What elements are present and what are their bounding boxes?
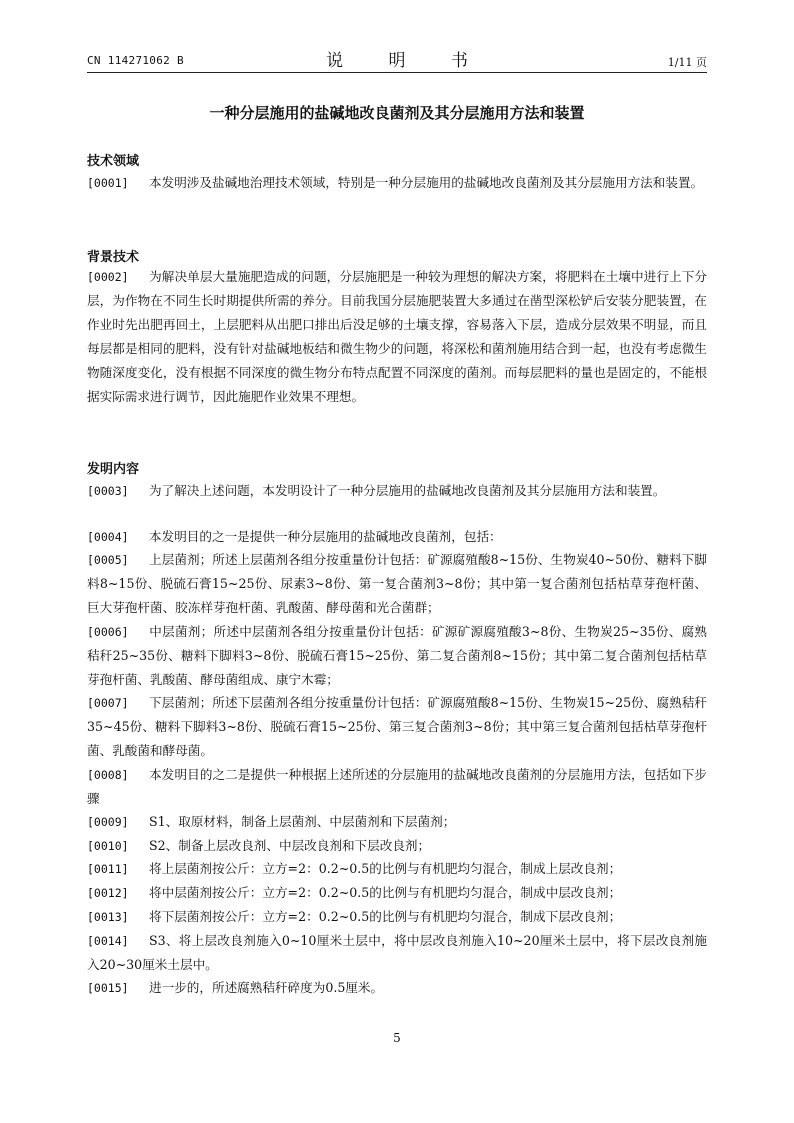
page-number: 5 — [393, 1031, 401, 1045]
paragraph-text: S2、制备上层改良剂、中层改良剂和下层改良剂； — [149, 838, 431, 853]
document-title: 一种分层施用的盐碱地改良菌剂及其分层施用方法和装置 — [209, 104, 585, 122]
paragraph-number: [0008] — [87, 768, 129, 782]
page-info: 1/11 页 — [667, 56, 707, 69]
paragraph — [87, 881, 707, 905]
paragraph-text: 本发明目的之二是提供一种根据上述所述的分层施用的盐碱地改良菌剂的分层施用方法，包括如下步骤 — [87, 767, 707, 806]
section-heading-summary: 发明内容 — [87, 462, 140, 477]
header-divider — [87, 72, 707, 73]
paragraph — [87, 548, 707, 620]
paragraph — [87, 976, 707, 1000]
paragraph-text: 进一步的，所述腐熟秸秆碎度为0.5厘米。 — [149, 980, 384, 995]
paragraph — [87, 479, 707, 503]
paragraph-number: [0014] — [87, 934, 129, 948]
paragraph-text: 本发明涉及盐碱地治理技术领域，特别是一种分层施用的盐碱地改良菌剂及其分层施用方法和装置。 — [149, 175, 704, 190]
paragraph-text: 为了解决上述问题，本发明设计了一种分层施用的盐碱地改良菌剂及其分层施用方法和装置。 — [149, 483, 666, 498]
patent-number: CN 114271062 B — [87, 54, 184, 67]
paragraph — [87, 691, 707, 763]
paragraph-text: 下层菌剂；所述下层菌剂各组分按重量份计包括：矿源腐殖酸8~15份、生物炭15~25份、腐熟秸秆35~45份、糖料下脚料3~8份、脱硫石膏15~25份、第三复合菌剂3~8份；其中第三复合菌剂包括枯草芽孢杆菌、乳酸菌和酵母菌。 — [87, 695, 707, 758]
paragraph — [87, 929, 707, 977]
paragraph-number: [0010] — [87, 839, 129, 853]
paragraph-text: 为解决单层大量施肥造成的问题，分层施肥是一种较为理想的解决方案，将肥料在土壤中进行上下分层，为作物在不同生长时期提供所需的养分。目前我国分层施肥装置大多通过在凿型深松铲后安装分肥装置，在作业时先出肥再回土，上层肥料从出肥口排出后没足够的土壤支撑，容易落入下层，造成分层效果不明显，而且每层都是相同的肥料，没有针对盐碱地板结和微生物少的问题，将深松和菌剂施用结合到一起，也没有考虑微生物随深度变化，没有根据不同深度的微生物分布特点配置不同深度的菌剂。而每层肥料的量也是固定的，不能根据实际需求进行调节，因此施肥作业效果不理想。 — [87, 269, 707, 404]
paragraph — [87, 857, 707, 881]
paragraph — [87, 763, 707, 811]
paragraph-text: 将下层菌剂按公斤：立方=2：0.2~0.5的比例与有机肥均匀混合，制成下层改良剂； — [149, 909, 622, 924]
paragraph — [87, 810, 707, 834]
paragraph-text: 将上层菌剂按公斤：立方=2：0.2~0.5的比例与有机肥均匀混合，制成上层改良剂； — [149, 861, 622, 876]
paragraph-number: [0009] — [87, 815, 129, 829]
paragraph-number: [0002] — [87, 270, 129, 284]
section-heading-technical-field: 技术领域 — [87, 154, 140, 169]
paragraph — [87, 905, 707, 929]
paragraph-number: [0003] — [87, 484, 129, 498]
paragraph-number: [0013] — [87, 910, 129, 924]
paragraph-text: 将中层菌剂按公斤：立方=2：0.2~0.5的比例与有机肥均匀混合，制成中层改良剂； — [149, 885, 622, 900]
paragraph-text: 中层菌剂；所述中层菌剂各组分按重量份计包括：矿源矿源腐殖酸3~8份、生物炭25~35份、腐熟秸秆25~35份、糖料下脚料3~8份、脱硫石膏15~25份、第二复合菌剂8~15份；其中第二复合菌剂包括枯草芽孢杆菌、乳酸菌、酵母菌组成、康宁木霉； — [87, 624, 707, 687]
paragraph-text: 上层菌剂；所述上层菌剂各组分按重量份计包括：矿源腐殖酸8~15份、生物炭40~50份、糖料下脚料8~15份、脱硫石膏15~25份、尿素3~8份、第一复合菌剂3~8份；其中第一复合菌剂包括枯草芽孢杆菌、巨大芽孢杆菌、胶冻样芽孢杆菌、乳酸菌、酵母菌和光合菌群； — [87, 552, 707, 615]
paragraph-text: S1、取原材料，制备上层菌剂、中层菌剂和下层菌剂； — [149, 814, 456, 829]
paragraph-text: S3、将上层改良剂施入0~10厘米土层中，将中层改良剂施入10~20厘米土层中，将下层改良剂施入20~30厘米土层中。 — [87, 933, 707, 972]
paragraph-number: [0001] — [87, 176, 129, 190]
paragraph-number: [0006] — [87, 625, 129, 639]
paragraph-number: [0011] — [87, 862, 129, 876]
paragraph — [87, 265, 707, 409]
paragraph-text: 本发明目的之一是提供一种分层施用的盐碱地改良菌剂，包括： — [149, 529, 502, 544]
doc-type-title: 说 明 书 — [326, 51, 488, 71]
paragraph-number: [0004] — [87, 530, 129, 544]
paragraph-number: [0015] — [87, 981, 129, 995]
paragraph — [87, 171, 707, 195]
paragraph-number: [0012] — [87, 886, 129, 900]
paragraph-number: [0007] — [87, 696, 129, 710]
paragraph-number: [0005] — [87, 553, 129, 567]
paragraph — [87, 620, 707, 692]
paragraph — [87, 525, 707, 549]
section-heading-background: 背景技术 — [87, 250, 140, 265]
paragraph — [87, 834, 707, 858]
